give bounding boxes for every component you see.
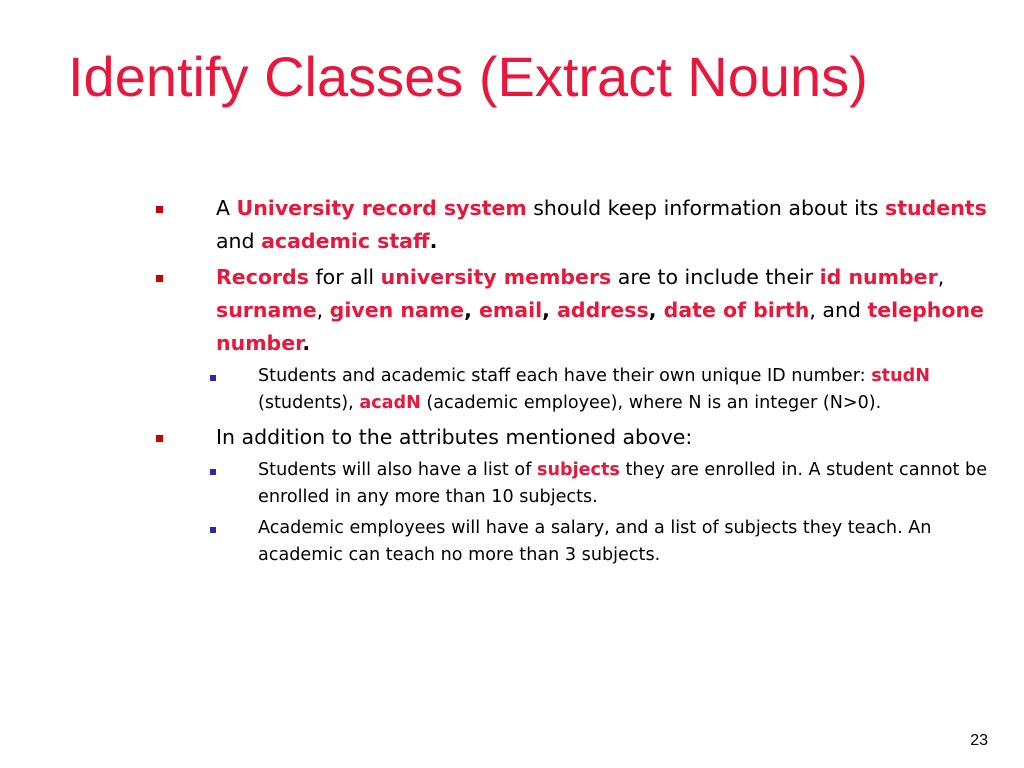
bullet-text: and bbox=[216, 229, 262, 253]
bullet-text: Students will also have a list of bbox=[258, 460, 537, 480]
highlight-id-number: id number bbox=[819, 265, 938, 289]
bullet-punctuation: . bbox=[429, 229, 438, 253]
highlight-telephone-number: telephone number bbox=[216, 298, 984, 355]
highlight-acadn: acadN bbox=[359, 393, 421, 413]
bullet-text: Academic employees will have a salary, and a list of subjects they teach. An academic can teach no more than 3 subjects. bbox=[258, 518, 932, 565]
highlight-students: students bbox=[885, 196, 987, 220]
square-bullet-icon bbox=[156, 206, 163, 213]
highlight-given-name: given name bbox=[329, 298, 465, 322]
bullet-punctuation: , bbox=[542, 298, 558, 322]
highlight-subjects: subjects bbox=[536, 460, 620, 480]
highlight-records: Records bbox=[216, 265, 309, 289]
highlight-email: email bbox=[479, 298, 543, 322]
highlight-university-record-system: University record system bbox=[236, 196, 527, 220]
highlight-academic-staff: academic staff bbox=[261, 229, 430, 253]
bullet-text: In addition to the attributes mentioned above: bbox=[216, 425, 693, 449]
highlight-studn: studN bbox=[871, 366, 930, 386]
highlight-university-members: university members bbox=[380, 265, 612, 289]
bullet-text: Students and academic staff each have their own unique ID number: bbox=[258, 366, 872, 386]
square-bullet-icon bbox=[210, 469, 216, 475]
bullet-punctuation: , bbox=[464, 298, 479, 322]
bullet-text: are to include their bbox=[611, 265, 820, 289]
slide-content bbox=[150, 192, 998, 573]
bullet-university-record-system bbox=[150, 192, 998, 258]
square-bullet-icon bbox=[156, 435, 163, 442]
bullet-text: (academic employee), where N is an integer (N>0). bbox=[420, 393, 882, 413]
sub-bullet-subjects bbox=[150, 457, 998, 511]
bullet-additional-attributes bbox=[150, 421, 998, 454]
sub-bullet-unique-id bbox=[150, 363, 998, 417]
page-number: 23 bbox=[970, 732, 988, 749]
bullet-text: for all bbox=[308, 265, 381, 289]
bullet-text: A bbox=[216, 196, 237, 220]
bullet-records bbox=[150, 261, 998, 360]
square-bullet-icon bbox=[210, 527, 216, 533]
bullet-text: , bbox=[937, 265, 945, 289]
square-bullet-icon bbox=[210, 375, 216, 381]
highlight-date-of-birth: date of birth bbox=[663, 298, 810, 322]
slide-title: Identify Classes (Extract Nouns) bbox=[68, 45, 868, 108]
bullet-punctuation: , bbox=[648, 298, 664, 322]
bullet-text: , bbox=[316, 298, 330, 322]
bullet-text: should keep information about its bbox=[526, 196, 886, 220]
bullet-text: , and bbox=[809, 298, 868, 322]
highlight-address: address bbox=[557, 298, 649, 322]
sub-bullet-salary bbox=[150, 515, 998, 569]
highlight-surname: surname bbox=[216, 298, 317, 322]
square-bullet-icon bbox=[156, 275, 163, 282]
bullet-punctuation: . bbox=[302, 331, 311, 355]
bullet-text: they are enrolled in. A student cannot be enrolled in any more than 10 subjects. bbox=[258, 460, 988, 507]
bullet-text: (students), bbox=[258, 393, 360, 413]
